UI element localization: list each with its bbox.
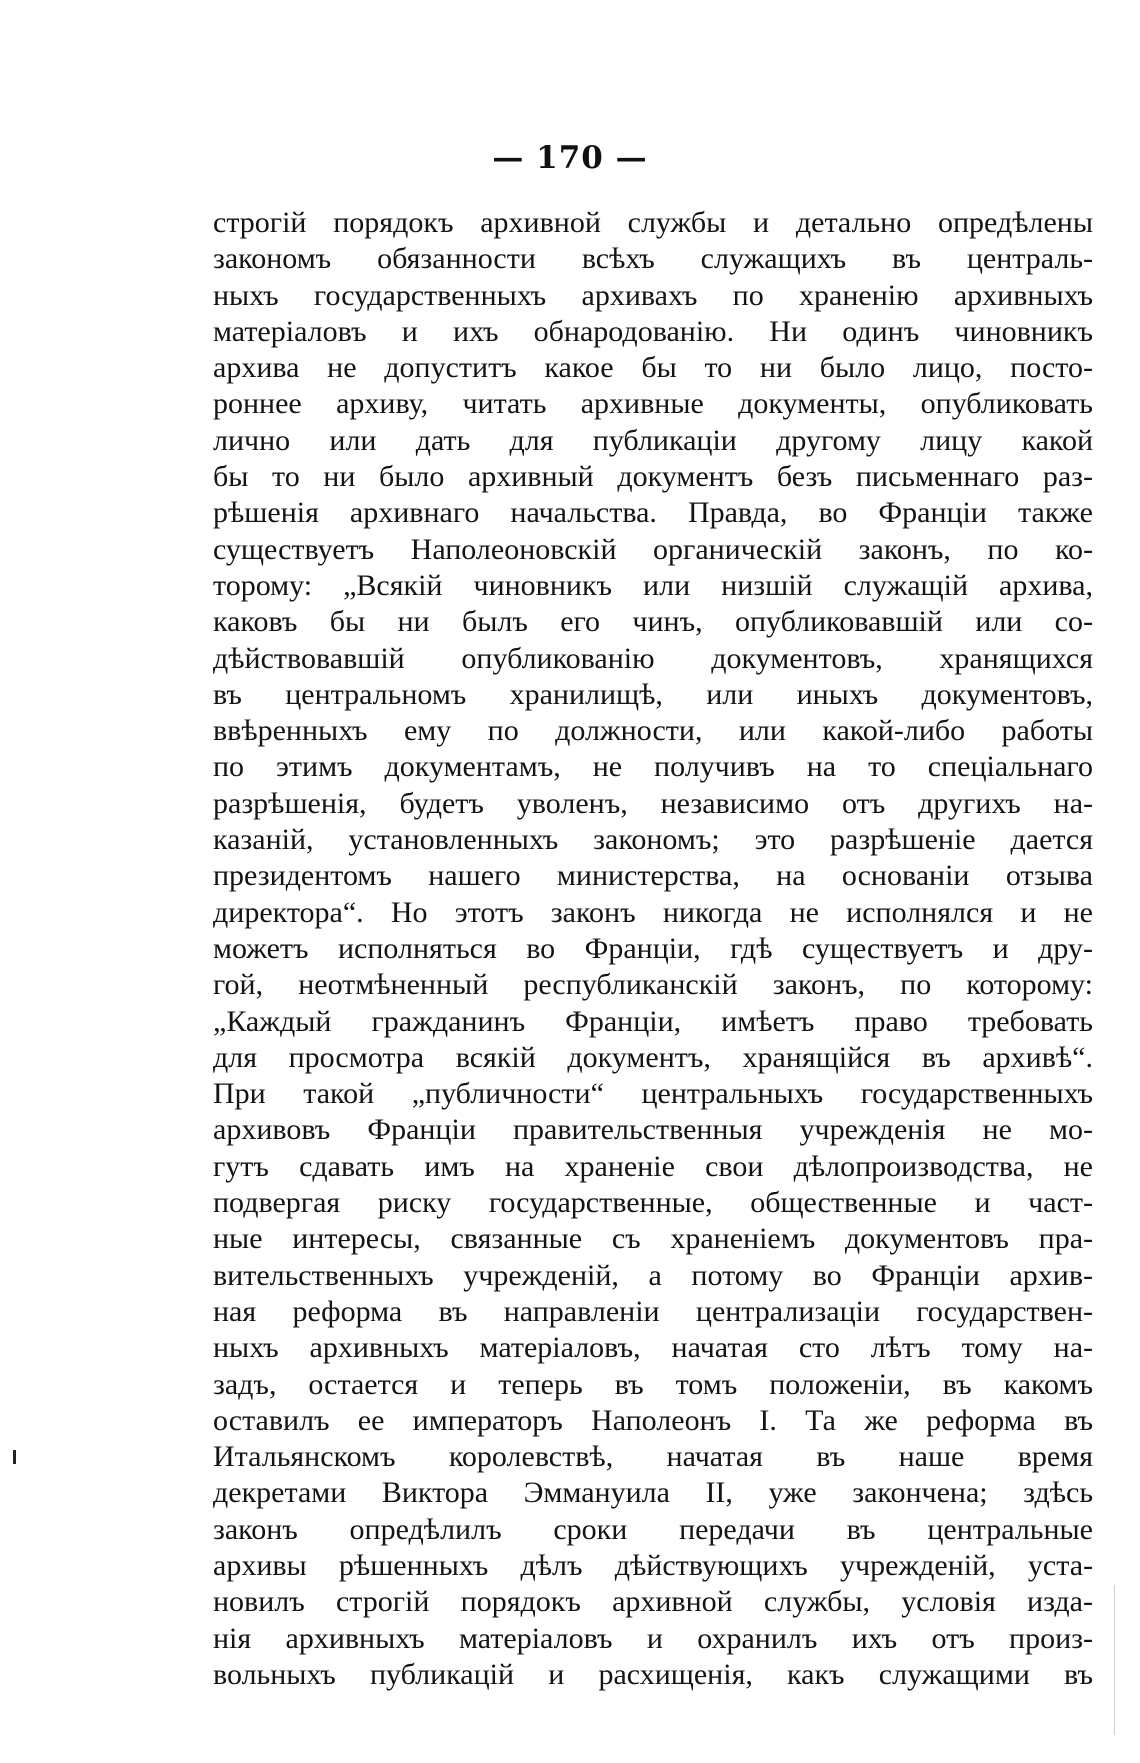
text-line: каковъ бы ни былъ его чинъ, опубликовавшій или со- (213, 605, 1093, 639)
text-line: При такой „публичности“ центральныхъ государственныхъ (213, 1077, 1093, 1111)
text-line: нія архивныхъ матеріаловъ и охранилъ ихъ отъ произ- (213, 1621, 1093, 1655)
text-line: гутъ сдавать имъ на храненіе свои дѣлопроизводства, не (213, 1149, 1093, 1183)
text-line: вительственныхъ учрежденій, а потому во Франціи архив- (213, 1258, 1093, 1292)
text-line: ныхъ архивныхъ матеріаловъ, начатая сто лѣтъ тому на- (213, 1331, 1093, 1365)
text-line: существуетъ Наполеоновскій органическій законъ, по ко- (213, 532, 1093, 566)
text-line: разрѣшенія, будетъ уволенъ, независимо отъ другихъ на- (213, 786, 1093, 820)
text-line: бы то ни было архивный документъ безъ письменнаго раз- (213, 460, 1093, 494)
text-line: строгій порядокъ архивной службы и детально опредѣлены (213, 206, 1093, 239)
text-line: ные интересы, связанные съ храненіемъ документовъ пра- (213, 1222, 1093, 1256)
text-line: гой, неотмѣненный республиканскій законъ, по которому: (213, 968, 1093, 1002)
body-text (213, 205, 1093, 1693)
text-line: для просмотра всякій документъ, хранящійся въ архивѣ“. (213, 1040, 1093, 1074)
text-line: казаній, установленныхъ закономъ; это разрѣшеніе дается (213, 823, 1093, 857)
text-line: дѣйствовавшій опубликованію документовъ, хранящихся (213, 641, 1093, 675)
text-line: въ центральномъ хранилищѣ, или иныхъ документовъ, (213, 677, 1093, 711)
text-line: „Каждый гражданинъ Франціи, имѣетъ право требовать (213, 1004, 1093, 1038)
page-number: — 170 — (492, 140, 648, 176)
margin-mark (13, 1450, 16, 1464)
text-line: лично или дать для публикаціи другому лицу какой (213, 423, 1093, 457)
text-line: ввѣренныхъ ему по должности, или какой-либо работы (213, 714, 1093, 748)
text-line: торому: „Всякій чиновникъ или низшій служащій архива, (213, 568, 1093, 602)
text-line: задъ, остается и теперь въ томъ положеніи, въ какомъ (213, 1367, 1093, 1401)
text-line: новилъ строгій порядокъ архивной службы, условія изда- (213, 1585, 1093, 1619)
text-line: можетъ исполняться во Франціи, гдѣ существуетъ и дру- (213, 931, 1093, 965)
page-edge-mark (1114, 1585, 1115, 1735)
text-line: закономъ обязанности всѣхъ служащихъ въ централь- (213, 242, 1093, 276)
text-line: ныхъ государственныхъ архивахъ по храненію архивныхъ (213, 278, 1093, 312)
text-line: рѣшенія архивнаго начальства. Правда, во Франціи также (213, 496, 1093, 530)
text-line: директора“. Но этотъ законъ никогда не исполнялся и не (213, 895, 1093, 929)
text-line: подвергая риску государственные, общественные и част- (213, 1186, 1093, 1220)
text-line: вольныхъ публикацій и расхищенія, какъ служащими въ (213, 1657, 1093, 1691)
text-line: декретами Виктора Эммануила II, уже закончена; здѣсь (213, 1476, 1093, 1510)
text-line: Итальянскомъ королевствѣ, начатая въ наше время (213, 1440, 1093, 1474)
text-line: ная реформа въ направленіи централизаціи государствен- (213, 1294, 1093, 1328)
text-line: президентомъ нашего министерства, на основаніи отзыва (213, 859, 1093, 893)
text-line: архивовъ Франціи правительственныя учрежденія не мо- (213, 1113, 1093, 1147)
text-line: по этимъ документамъ, не получивъ на то спеціальнаго (213, 750, 1093, 784)
text-line: архива не допуститъ какое бы то ни было лицо, посто- (213, 351, 1093, 385)
text-line: законъ опредѣлилъ сроки передачи въ центральные (213, 1512, 1093, 1546)
text-line: роннее архиву, читать архивные документы, опубликовать (213, 387, 1093, 421)
text-line: оставилъ ее императоръ Наполеонъ I. Та же реформа въ (213, 1403, 1093, 1437)
text-line: архивы рѣшенныхъ дѣлъ дѣйствующихъ учрежденій, уста- (213, 1548, 1093, 1582)
text-line: матеріаловъ и ихъ обнародованію. Ни одинъ чиновникъ (213, 314, 1093, 348)
